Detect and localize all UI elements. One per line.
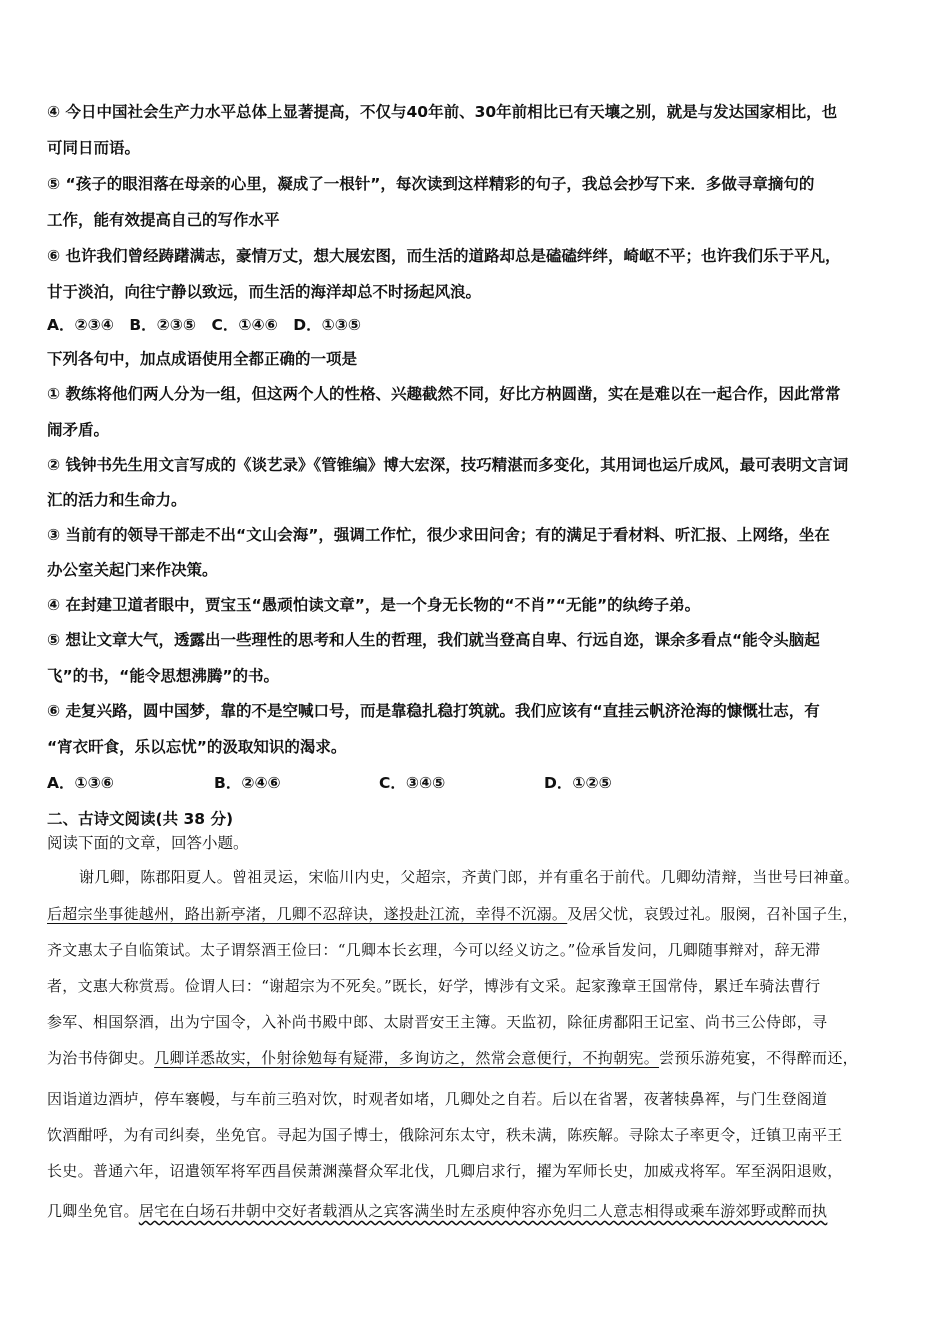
item-5-line-1: ⑤ “孩子的眼泪落在母亲的心里，凝成了一根针”，每次读到这样精彩的句子，我总会抄写下来．多做寻章摘句的	[47, 175, 815, 193]
sentence-3-line-2: 办公室关起门来作决策。	[47, 561, 218, 579]
item-4-line-1: ④ 今日中国社会生产力水平总体上显著提高，不仅与40年前、30年前相比已有天壤之别，就是与发达国家相比，也	[47, 103, 838, 121]
passage-line-10: 几卿坐免官。居宅在白场石井朝中交好者载酒从之宾客满坐时左丞庾仲容亦免归二人意志相得或乘车游郊野或醉而执	[47, 1202, 828, 1220]
passage-line-2: 后超宗坐事徙越州，路出新亭渚，几卿不忍辞诀，遂投赴江流，幸得不沉溺。及居父忧，哀毁过礼。服阕，召补国子生，	[47, 905, 858, 923]
sentence-4-line-1: ④ 在封建卫道者眼中，贾宝玉“愚顽怕读文章”，是一个身无长物的“不肖”“无能”的纨绔子弟。	[47, 596, 701, 614]
item-4-line-2: 可同日而语。	[47, 139, 141, 157]
item-5-line-2: 工作，能有效提高自己的写作水平	[47, 211, 280, 229]
item-6-line-1: ⑥ 也许我们曾经踌躇满志，豪情万丈，想大展宏图，而生活的道路却总是磕磕绊绊，崎岖不平；也许我们乐于平凡，	[47, 247, 841, 265]
underlined-sentence-1: 后超宗坐事徙越州，路出新亭渚，几卿不忍辞诀，遂投赴江流，幸得不沉溺。	[47, 905, 568, 923]
passage-line-6: 为治书侍御史。几卿详悉故实，仆射徐勉每有疑滞，多询访之，然常会意便行，不拘朝宪。尝预乐游苑宴，不得醉而还，	[47, 1049, 858, 1067]
option-c: C．③④⑤	[379, 774, 446, 792]
wavy-underlined-passage: 居宅在白场石井朝中交好者载酒从之宾客满坐时左丞庾仲容亦免归二人意志相得或乘车游郊野或醉而执	[138, 1202, 828, 1220]
sentence-5-line-2: 飞”的书，“能令思想沸腾”的书。	[47, 667, 280, 685]
sentence-1-line-1: ① 教练将他们两人分为一组，但这两个人的性格、兴趣截然不同，好比方枘圆凿，实在是难以在一起合作，因此常常	[47, 385, 841, 403]
sentence-6-line-1: ⑥ 走复兴路，圆中国梦，靠的不是空喊口号，而是靠稳扎稳打筑就。我们应该有“直挂云帆济沧海的慷慨壮志，有	[47, 702, 820, 720]
sentence-1-line-2: 闹矛盾。	[47, 421, 110, 439]
option-b: B．②④⑥	[214, 774, 281, 792]
passage-line-4: 者，文惠大称赏焉。俭谓人曰：“谢超宗为不死矣。”既长，好学，博涉有文采。起家豫章王国常侍，累迁车骑法曹行	[47, 977, 821, 995]
section-heading: 二、古诗文阅读(共 38 分)	[47, 810, 234, 828]
answer-options-1: A．②③④ B．②③⑤ C．①④⑥ D．①③⑤	[47, 316, 362, 334]
passage-line-1: 谢几卿，陈郡阳夏人。曾祖灵运，宋临川内史，父超宗，齐黄门郎，并有重名于前代。几卿幼清辩，当世号曰神童。	[79, 868, 860, 886]
option-d: D．①②⑤	[544, 774, 612, 792]
passage-line-7: 因诣道边酒垆，停车褰幔，与车前三驺对饮，时观者如堵，几卿处之自若。后以在省署，夜著犊鼻裈，与门生登阁道	[47, 1090, 828, 1108]
question-2-stem: 下列各句中，加点成语使用全都正确的一项是	[47, 350, 358, 368]
item-6-line-2: 甘于淡泊，向往宁静以致远，而生活的海洋却总不时扬起风浪。	[47, 283, 482, 301]
option-a: A．①③⑥	[47, 774, 114, 792]
sentence-3-line-1: ③ 当前有的领导干部走不出“文山会海”，强调工作忙，很少求田问舍；有的满足于看材料、听汇报、上网络，坐在	[47, 526, 830, 544]
passage-line-5: 参军、相国祭酒，出为宁国令，入补尚书殿中郎、太尉晋安王主簿。天监初，除征虏鄱阳王记室、尚书三公侍郎，寻	[47, 1013, 828, 1031]
answer-options-2	[47, 772, 612, 794]
underlined-sentence-2: 几卿详悉故实，仆射徐勉每有疑滞，多询访之，然常会意便行，不拘朝宪。	[154, 1049, 660, 1067]
passage-line-8: 饮酒酣呼，为有司纠奏，坐免官。寻起为国子博士，俄除河东太守，秩未满，陈疾解。寻除太子率更令，迁镇卫南平王	[47, 1126, 843, 1144]
passage-line-9: 长史。普通六年，诏遣领军将军西昌侯萧渊藻督众军北伐，几卿启求行，擢为军师长史，加威戎将军。军至涡阳退败，	[47, 1162, 843, 1180]
sentence-2-line-1: ② 钱钟书先生用文言写成的《谈艺录》《管锥编》博大宏深，技巧精湛而多变化，其用词也运斤成风，最可表明文言词	[47, 456, 849, 474]
sentence-6-line-2: “宵衣旰食，乐以忘忧”的汲取知识的渴求。	[47, 738, 347, 756]
passage-line-3: 齐文惠太子自临策试。太子谓祭酒王俭曰：“几卿本长玄理，今可以经义访之。”俭承旨发问，几卿随事辩对，辞无滞	[47, 941, 821, 959]
sentence-5-line-1: ⑤ 想让文章大气，透露出一些理性的思考和人生的哲理，我们就当登高自卑、行远自迩，课余多看点“能令头脑起	[47, 631, 820, 649]
sentence-2-line-2: 汇的活力和生命力。	[47, 491, 187, 509]
section-instruction: 阅读下面的文章，回答小题。	[47, 834, 249, 852]
